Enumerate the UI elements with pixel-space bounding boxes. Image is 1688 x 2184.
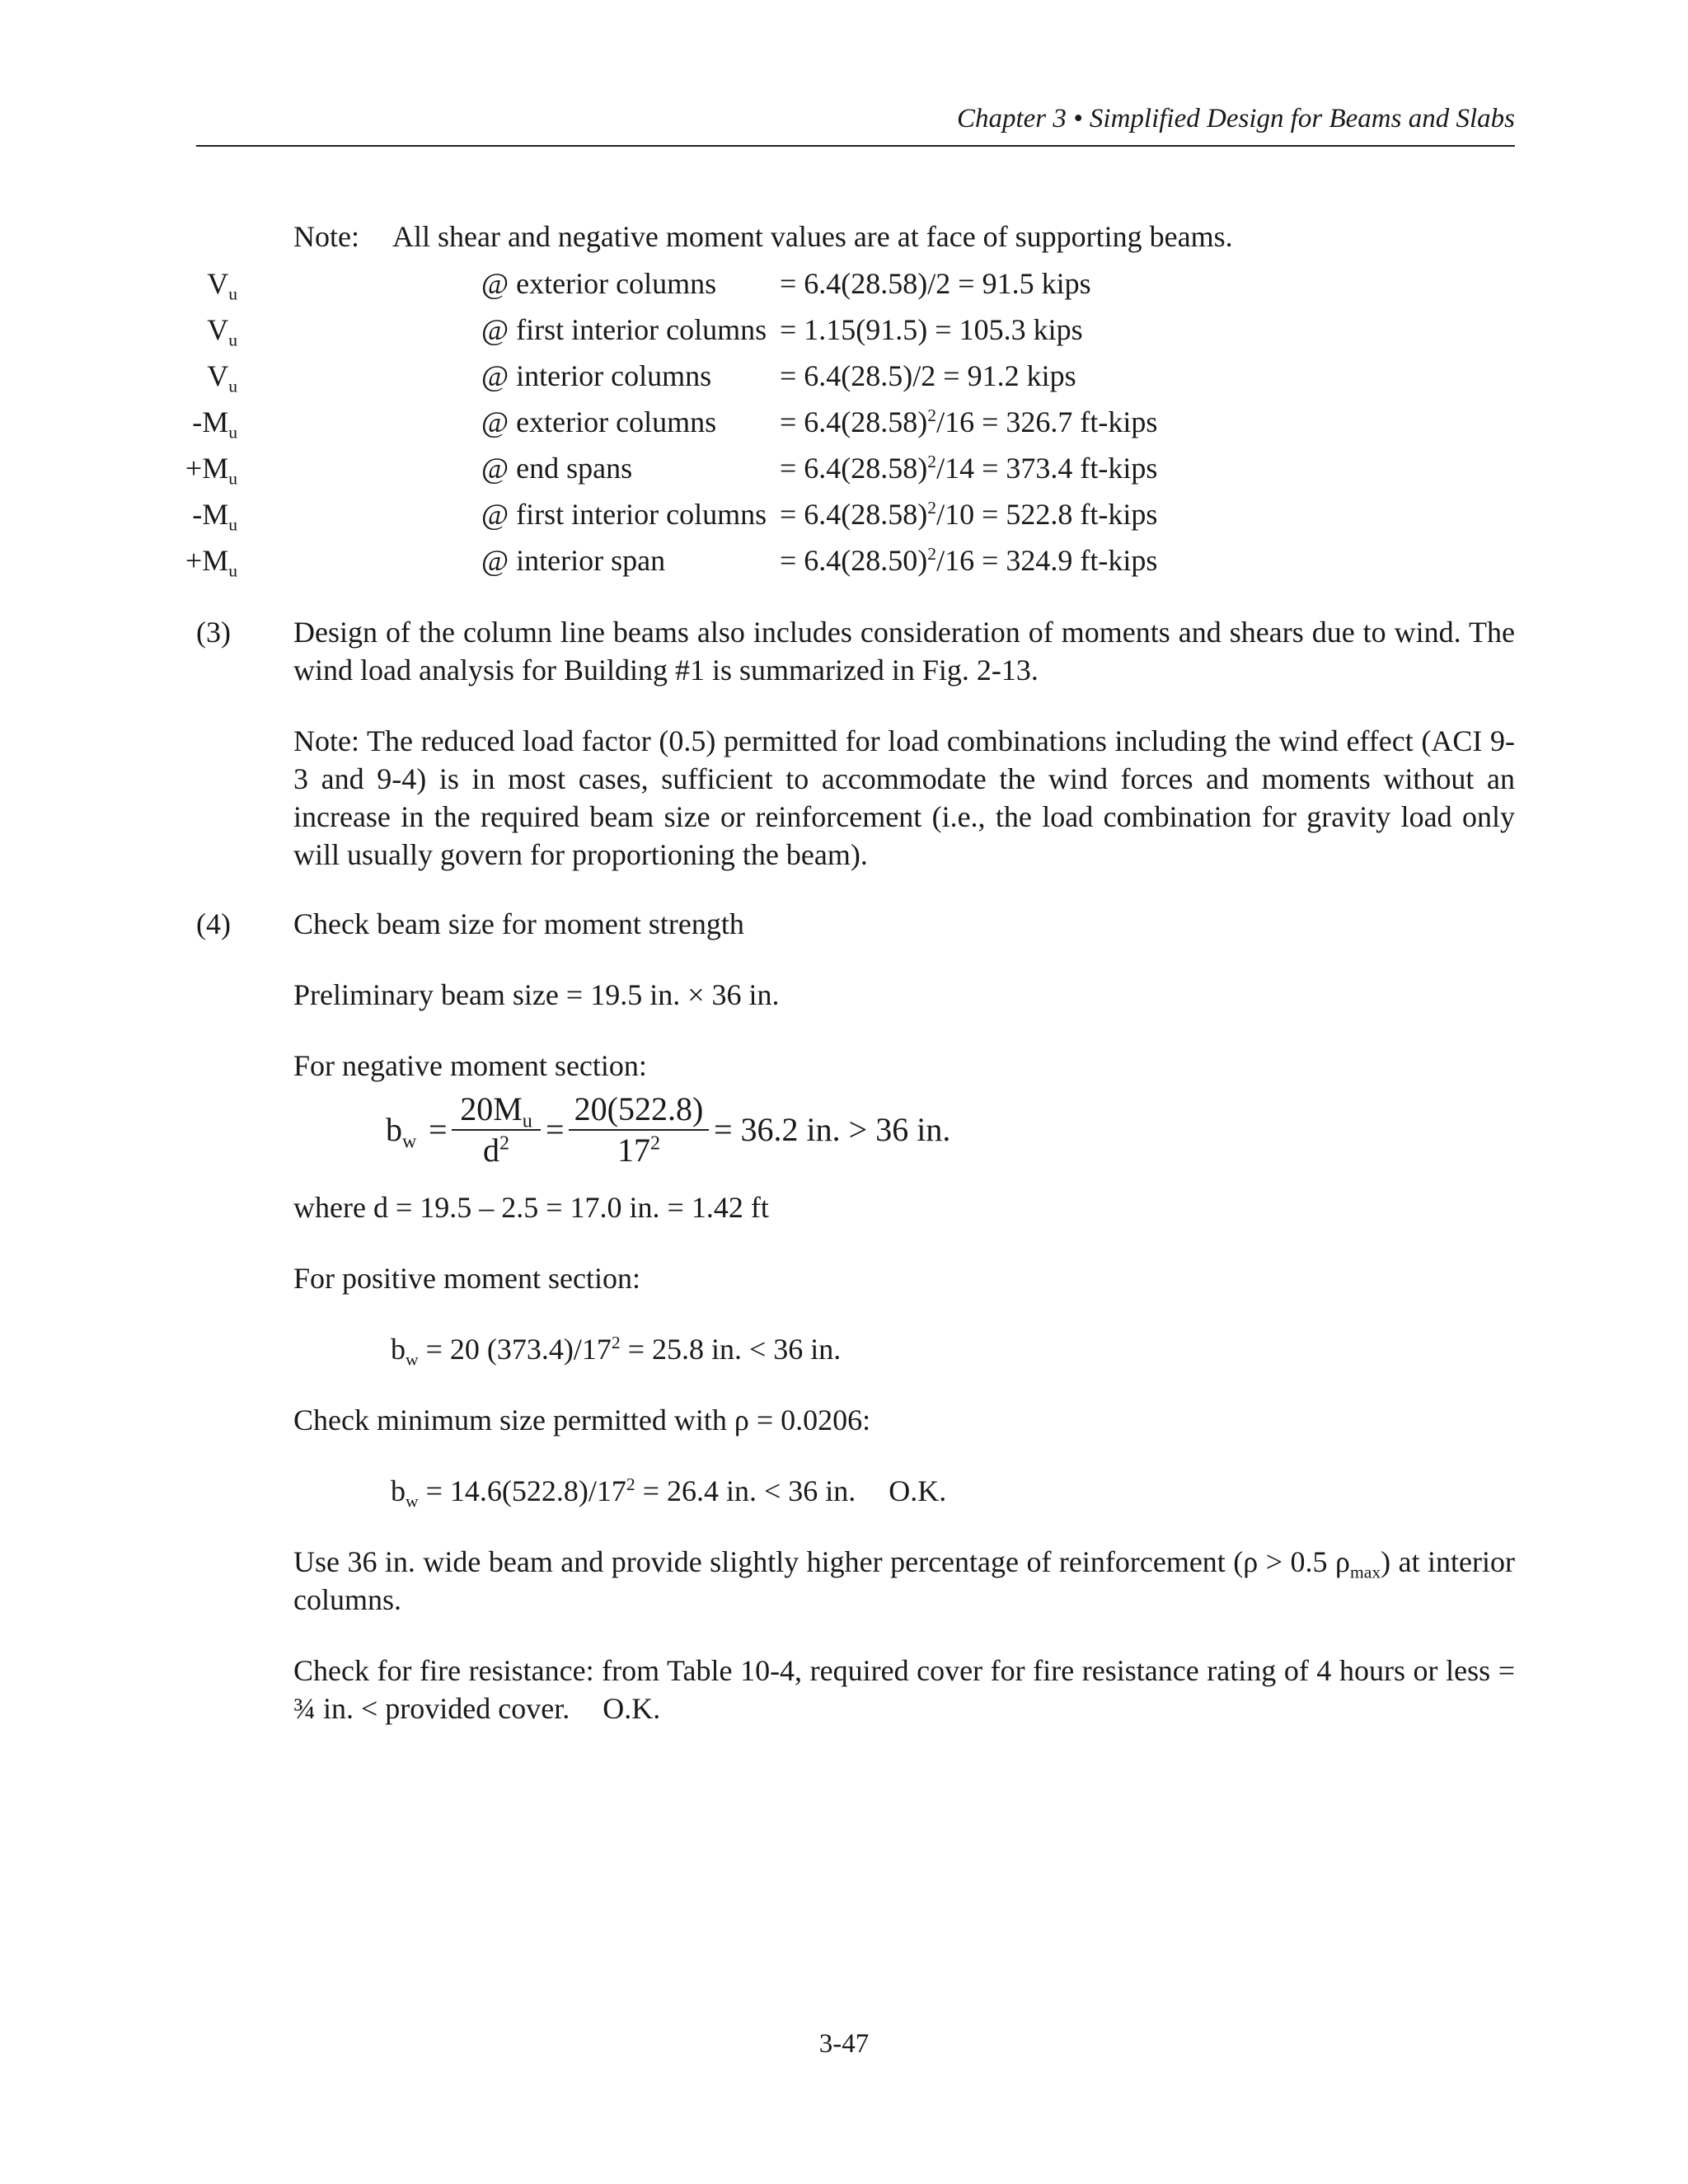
ok-check: O.K. xyxy=(603,1692,661,1725)
note-text: All shear and negative moment values are at face of supporting beams. xyxy=(392,220,1233,253)
minimum-size-heading: Check minimum size permitted with ρ = 0.0206: xyxy=(293,1404,871,1436)
fraction-denominator: $d^2$ xyxy=(483,1132,509,1169)
force-symbol: $V_u$ xyxy=(207,359,237,396)
ok-check: O.K. xyxy=(889,1474,947,1507)
force-location: @ first interior columns xyxy=(481,313,767,346)
note-label: Note: xyxy=(293,220,359,253)
moment-location: @ end spans xyxy=(481,452,633,485)
force-symbol: $V_u$ xyxy=(207,267,237,304)
minimum-size-equation: $b_w = 14.6(522.8)/17^2 = 26.4$ in. < 36 in. O.K. xyxy=(391,1474,947,1511)
table-row xyxy=(196,260,1515,307)
moment-value: = $6.4(28.50)^2/16 = 324.9$ ft-kips xyxy=(780,544,1158,577)
running-header: Chapter 3 • Simplified Design for Beams and Slabs xyxy=(956,104,1515,134)
table-row xyxy=(185,537,1515,583)
wind-note-paragraph: Note: The reduced load factor (0.5) permitted for load combinations including the wind effect (ACI 9-3 and 9-4) is in most cases, sufficient to accommodate the wind forces and moments without an increase in the required beam size or reinforcement (i.e., the load combination for gravity load only will usually govern for proportioning the beam). xyxy=(293,724,1515,871)
moment-location: @ exterior columns xyxy=(481,405,717,438)
equation-lhs: $b_w$ xyxy=(386,1111,417,1153)
table-row xyxy=(196,307,1515,353)
step-number: (4) xyxy=(196,907,231,940)
moment-symbol: $+M_u$ xyxy=(185,452,237,489)
fraction-moment-over-depth xyxy=(452,1090,541,1170)
fraction-denominator: $17^2$ xyxy=(617,1132,660,1169)
step3-paragraph: Design of the column line beams also includes consideration of moments and shears due to wind. The wind load analysis for Building #1 is summarized in Fig. 2-13. xyxy=(293,616,1515,687)
fire-resistance-check: Check for fire resistance: from Table 10-4, required cover for fire resistance rating of 4 hours or less = ¾ in. < provided cover. O.K. xyxy=(293,1654,1515,1725)
table-row xyxy=(192,399,1515,445)
force-value: = 1.15(91.5) = 105.3 kips xyxy=(780,313,1083,346)
positive-moment-heading: For positive moment section: xyxy=(293,1262,640,1295)
table-row xyxy=(192,491,1515,537)
moment-location: @ first interior columns xyxy=(481,498,767,531)
moment-value: = $6.4(28.58)^2/10 = 522.8$ ft-kips xyxy=(780,498,1158,531)
page-number: 3-47 xyxy=(818,2029,870,2059)
negative-moment-heading: For negative moment section: xyxy=(293,1049,647,1082)
fraction-numerator: 20(522.8) xyxy=(569,1090,709,1131)
table-row xyxy=(196,353,1515,399)
depth-definition: where d = 19.5 – 2.5 = 17.0 in. = 1.42 ft xyxy=(293,1191,769,1224)
step4-title: Check beam size for moment strength xyxy=(293,907,744,940)
header-rule xyxy=(196,145,1515,147)
step-number: (3) xyxy=(196,616,231,649)
table-row xyxy=(185,445,1515,491)
fraction-numerator: $20M_u$ xyxy=(452,1090,541,1131)
moment-symbol: $-M_u$ xyxy=(192,405,237,443)
force-value: = 6.4(28.58)/2 = 91.5 kips xyxy=(780,267,1091,300)
beam-width-conclusion: Use 36 in. wide beam and provide slightly higher percentage of reinforcement (ρ > 0.5 $\rho_{max}$) at interior columns. xyxy=(293,1545,1515,1616)
preliminary-size: Preliminary beam size = 19.5 in. × 36 in. xyxy=(293,978,780,1011)
equation-result: = 36.2 in. > 36 in. xyxy=(714,1111,951,1148)
equals-sign: = xyxy=(546,1111,565,1148)
moment-value: = $6.4(28.58)^2/14 = 373.4$ ft-kips xyxy=(780,452,1158,485)
moment-symbol: $-M_u$ xyxy=(192,498,237,535)
moment-location: @ interior span xyxy=(481,544,666,577)
moment-value: = $6.4(28.58)^2/16 = 326.7$ ft-kips xyxy=(780,405,1158,438)
equals-sign: = xyxy=(429,1111,448,1148)
moment-symbol: $+M_u$ xyxy=(185,544,237,581)
force-location: @ exterior columns xyxy=(481,267,717,300)
fraction-numeric xyxy=(569,1090,709,1170)
positive-moment-equation: $b_w = 20$ $(373.4)/17^2 = 25.8$ in. < 36 in. xyxy=(391,1333,842,1370)
force-symbol: $V_u$ xyxy=(207,313,237,350)
force-value: = 6.4(28.5)/2 = 91.2 kips xyxy=(780,359,1076,392)
force-location: @ interior columns xyxy=(481,359,712,392)
